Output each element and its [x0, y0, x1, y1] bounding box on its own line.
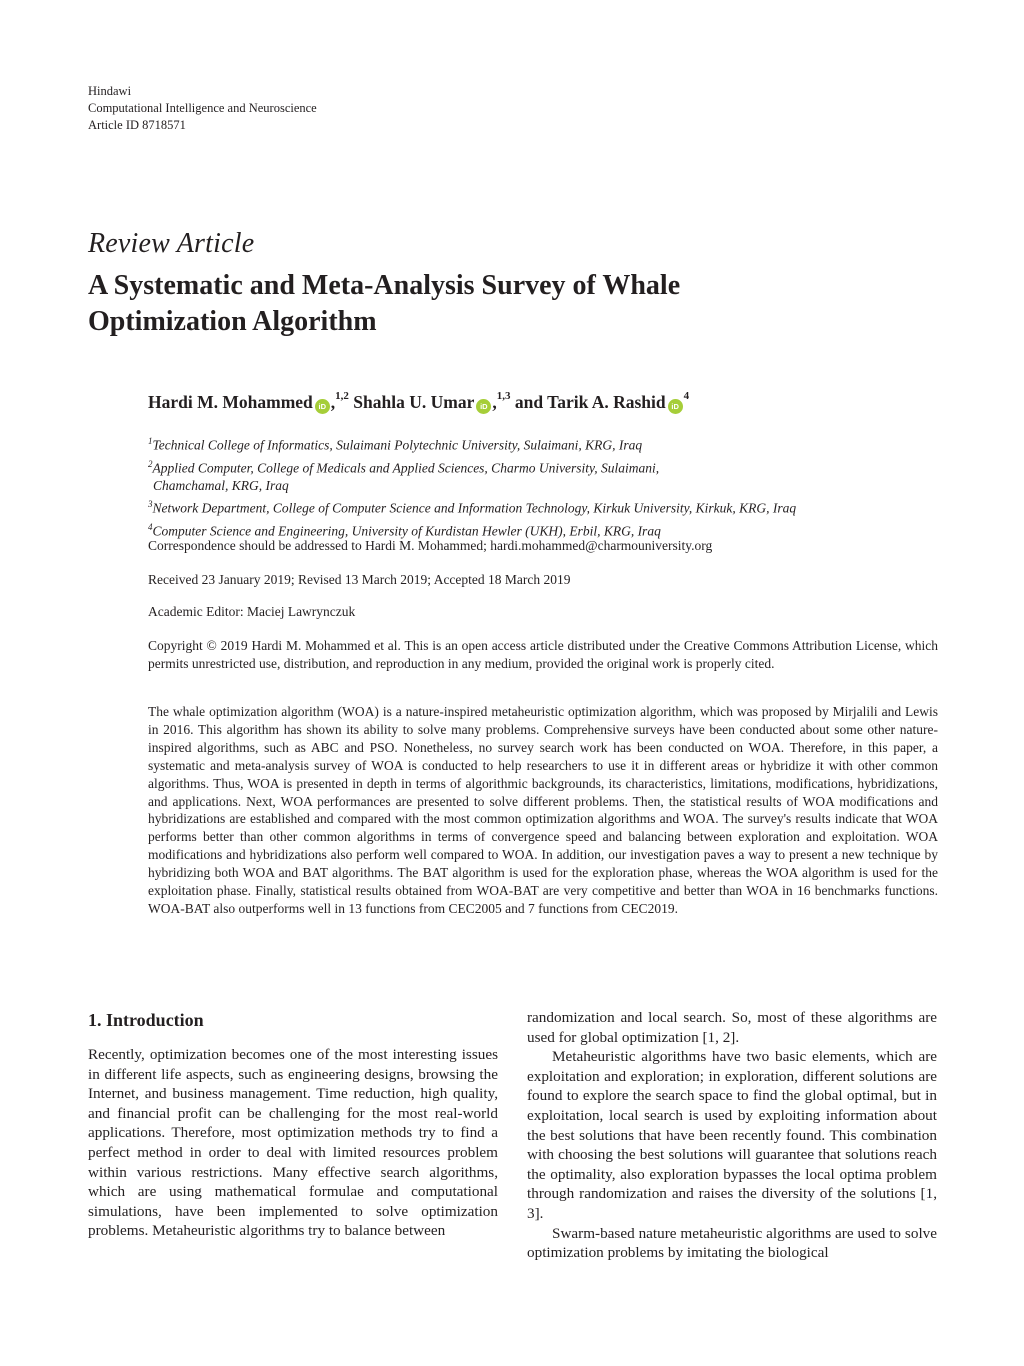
intro-paragraph: randomization and local search. So, most of these algorithms are used for global optimization [1, 2]. — [527, 1009, 937, 1046]
affiliation-item: $^1$Technical College of Informatics, Sulaimani Polytechnic University, Sulaimani, KRG, Iraq — [148, 436, 643, 453]
author-list: Hardi M. Mohammed iD ,$^{1,2}$ Shahla U. Umar iD ,$^{1,3}$ and Tarik A. Rashid $iD^4$ — [148, 390, 690, 412]
paper-title: A Systematic and Meta-Analysis Survey of Whale Optimization Algorithm — [88, 270, 681, 337]
orcid-icon[interactable]: iD — [476, 399, 491, 414]
affiliation-item: $^2$Applied Computer, College of Medicals and Applied Sciences, Charmo University, Sulaimani, — [148, 458, 660, 475]
article-type: Review Article — [88, 228, 255, 259]
author-affiliation-ref: 4 — [683, 390, 690, 403]
affiliation-item: $^3$Network Department, College of Computer Science and Information Technology, Kirkuk University, Kirkuk, KRG, Iraq — [148, 499, 797, 516]
orcid-icon[interactable]: iD — [315, 399, 330, 414]
abstract: The whale optimization algorithm (WOA) is a nature-inspired metaheuristic optimization algorithm, which was proposed by Mirjalili and Lewis in 2016. This algorithm has shown its ability to solve many problems. Comprehensive surveys have been conducted about some other nature-inspired algorithms, such as ABC and PSO. Nonetheless, no survey search work has been conducted on WOA. Therefore, in this paper, a systematic and meta-analysis survey of WOA is conducted to help researchers to use it in different areas or hybridize it with other common algorithms. Thus, WOA is presented in depth in terms of algorithmic backgrounds, its characteristics, limitations, modifications, hybridizations, and applications. Next, WOA performances are presented to solve different problems. Then, the statistical results of WOA modifications and hybridizations are established and compared with the most common optimization algorithms and WOA. The survey's results indicate that WOA performs better than other common algorithms in terms of convergence speed and balancing between exploration and exploitation. WOA modifications and hybridizations also perform well compared to WOA. In addition, our investigation paves a way to present a new technique by hybridizing both WOA and BAT algorithms. The BAT algorithm is used for the exploration phase, whereas the WOA algorithm is used for the exploitation phase. Finally, statistical results obtained from WOA-BAT are very competitive and better than WOA in 16 benchmarks functions. WOA-BAT also outperforms well in 13 functions from CEC2005 and 7 functions from CEC2019. — [148, 704, 938, 916]
intro-left-column — [88, 1045, 498, 1241]
authors-conjunction: and — [514, 392, 544, 412]
affiliation-item: $^4$Computer Science and Engineering, University of Kurdistan Hewler (UKH), Erbil, KRG, Iraq — [148, 521, 661, 538]
academic-editor: Academic Editor: Maciej Lawrynczuk — [148, 604, 356, 619]
intro-right-column — [527, 1008, 937, 1263]
journal-masthead — [88, 83, 317, 134]
intro-paragraph: Metaheuristic algorithms have two basic elements, which are exploitation and exploration; in exploration, different solutions are found to explore the search space to find the global optimal, but in exploitation, local search is used by exploiting information about the best solutions that have been recently found. This combination with choosing the best solutions will guarantee that solutions reach the optimality, also exploration bypasses the local optima problem through randomization and raises the diversity of the solutions [1, 3]. — [527, 1048, 937, 1222]
orcid-icon[interactable]: iD — [668, 399, 683, 414]
affiliation-continuation: Chamchamal, KRG, Iraq — [153, 478, 289, 493]
publisher-name: Hindawi — [88, 84, 132, 98]
article-id: Article ID 8718571 — [88, 118, 186, 132]
copyright-notice: Copyright © 2019 Hardi M. Mohammed et al. This is an open access article distributed under the Creative Commons Attribution License, which permits unrestricted use, distribution, and reproduction in any medium, provided the original work is properly cited. — [148, 638, 938, 671]
author-affiliation-ref: 1,3 — [496, 390, 511, 403]
correspondence-line: Correspondence should be addressed to Hardi M. Mohammed; hardi.mohammed@charmouniversity.org — [148, 538, 713, 553]
intro-paragraph: Recently, optimization becomes one of the most interesting issues in different life aspects, such as engineering designs, browsing the Internet, and business management. Time reduction, high quality, and financial profit can be challenging for the most real-world applications. Therefore, most optimization methods try to find a perfect method in order to deal with limited resources problem within various restrictions. Many effective search algorithms, which are using mathematical formulae and computational simulations, have been implemented to solve optimization problems. Metaheuristic algorithms try to balance between — [88, 1046, 498, 1240]
author-name: Shahla U. Umar — [353, 392, 475, 412]
received-dates: Received 23 January 2019; Revised 13 March 2019; Accepted 18 March 2019 — [148, 572, 571, 587]
section-heading: 1. Introduction — [88, 1010, 204, 1030]
intro-paragraph: Swarm-based nature metaheuristic algorithms are used to solve optimization problems by imitating the biological — [527, 1224, 937, 1262]
author-name: Hardi M. Mohammed — [148, 392, 313, 412]
author-name: Tarik A. Rashid — [547, 392, 666, 412]
affiliations — [148, 432, 938, 540]
author-affiliation-ref: 1,2 — [335, 390, 349, 403]
journal-name: Computational Intelligence and Neuroscience — [88, 101, 317, 115]
